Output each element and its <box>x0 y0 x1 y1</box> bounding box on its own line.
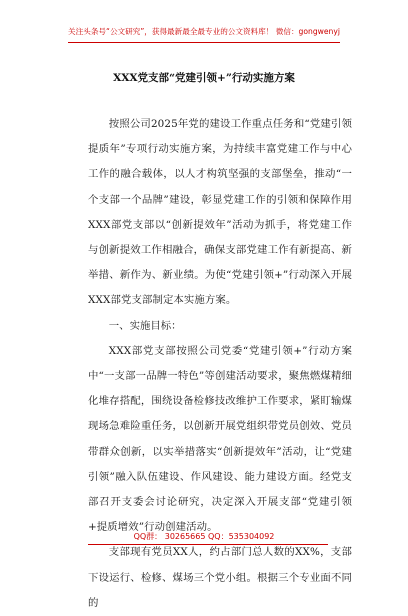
footer-divider <box>88 544 328 545</box>
goals-paragraph: XXX部党支部按照公司党委“党建引领+”行动方案中“一支部一品牌一特色”等创建活动要求，聚焦燃煤精细化堆存搭配，围绕设备检修技改维护工作要求，紧盯输煤现场急难险重任务，以创新开展党组织带党员创效、党员带群众创新，以实举措落实“创新提效年”活动，让“党建引领”融入队伍建设、作风建设、能力建设方面。经党支部召开支委会讨论研究，决定深入开展支部“党建引领+提质增效”行动创建活动。 <box>88 344 352 534</box>
document-title: XXX党支部“党建引领+”行动实施方案 <box>113 72 295 84</box>
footer-contact-note: QQ群： 30265665 QQ：535304092 <box>133 532 275 541</box>
header-divider <box>68 42 340 43</box>
intro-paragraph: 按照公司2025年党的建设工作重点任务和“党建引领提质年”专项行动实施方案，为持续丰富党建工作与中心工作的融合载体，以人才构筑坚强的支部堡垒，推动“一个支部一个品牌”建设，彰显党建工作的引领和保障作用XXX部党支部以“创新提效年”活动为抓手，将党建工作与创新提效工作相融合，确保支部党建工作有新提高、新举措、新作为、新业绩。为使“党建引领+”行动深入开展XXX部党支部制定本实施方案。 <box>88 118 352 307</box>
members-paragraph: 支部现有党员XX人，约占部门总人数的XX%，支部下设运行、检修、煤场三个党小组。根据三个专业面不同的 <box>88 546 352 609</box>
section-heading-goals: 一、实施目标： <box>108 319 182 332</box>
header-promo-note: 关注头条号“公文研究”，获得最新最全最专业的公文资料库！ 微信：gongwenyj <box>68 27 340 36</box>
